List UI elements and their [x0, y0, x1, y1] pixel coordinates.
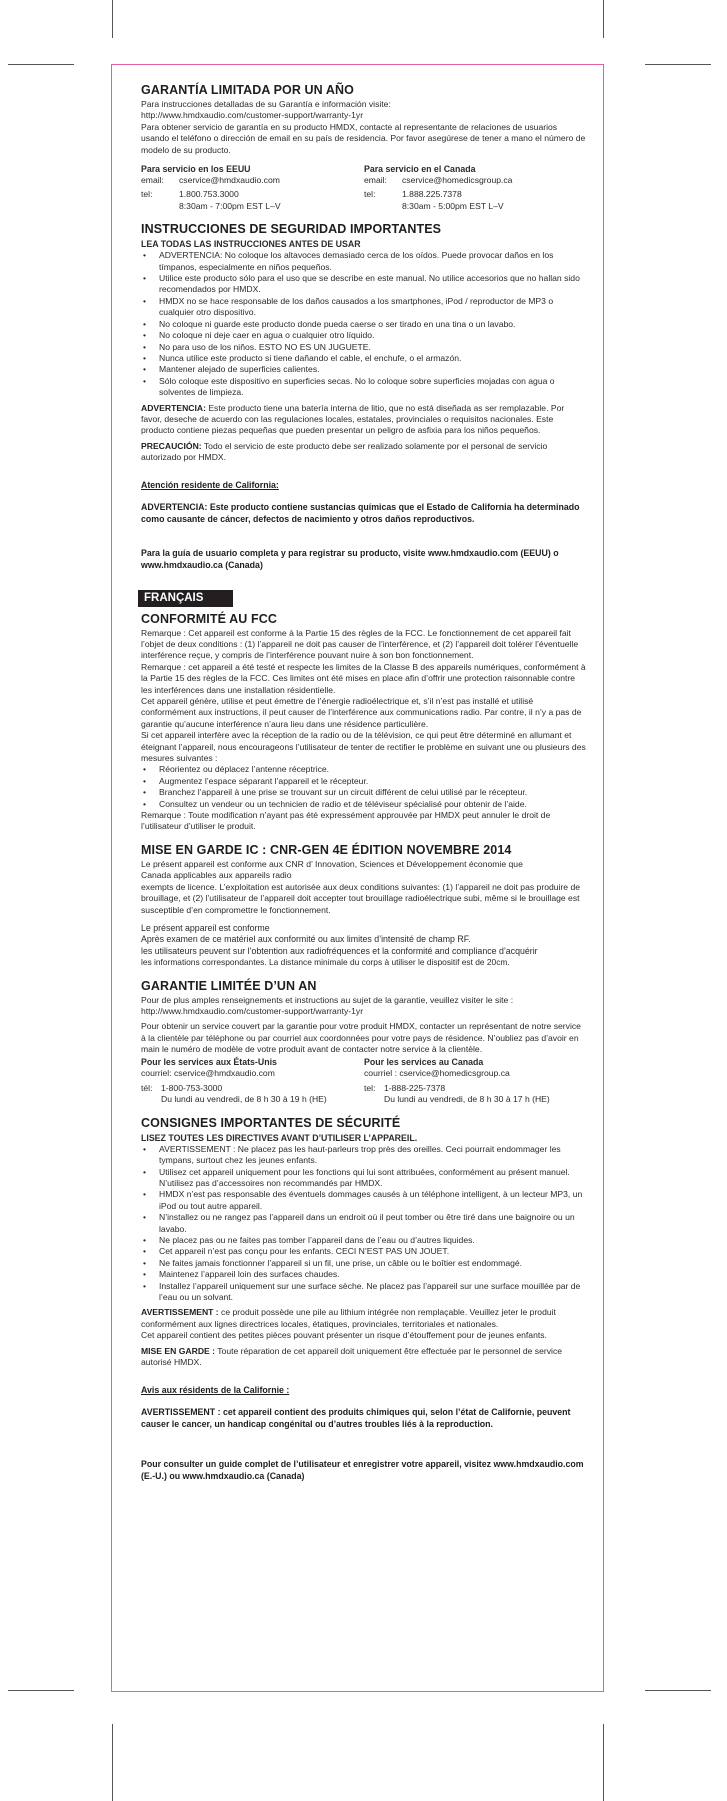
fr-contact-info [141, 1056, 587, 1106]
fr-fcc-paragraph: Remarque : Cet appareil est conforme à la Partie 15 des règles de la FCC. Le fonctionnement de cet appareil fait l’objet de deux conditions : (1) l’appareil ne doit pas causer de l’interférence, et (2) l’appareil doit tolérer l’éventuelle interférence reçue, y compris de l’interférence pouvant nuire à son bon fonctionnement. [141, 627, 579, 661]
crop-mark [645, 1690, 711, 1691]
list-item: • Branchez l’appareil à une prise se trouvant sur un circuit différent de celui utilisé par le récepteur. [143, 787, 528, 798]
fr-ic-paragraph: les informations correspondantes. La distance minimale du corps à utiliser le dispositif est de 20cm. [141, 957, 510, 968]
fr-ic-paragraph: Le présent appareil est conforme [141, 922, 270, 933]
es-ca-hours: 8:30am - 5:00pm EST L–V [402, 200, 504, 211]
crop-mark [8, 64, 74, 65]
list-item: • Utilice este producto sólo para el uso que se describe en este manual. No utilice accesorios que no hallan sido recomendados por HMDX. [143, 273, 580, 295]
email-label: email: [141, 175, 164, 186]
list-item: • Consultez un vendeur ou un technicien de radio et de téléviseur spécialisé pour obtenir de l’aide. [143, 798, 527, 809]
es-warranty-url: http://www.hmdxaudio.com/customer-support/warranty-1yr [141, 110, 364, 121]
list-item: • Nunca utilice este producto si tiene dañando el cable, el enchufe, o el armazón. [143, 352, 462, 363]
es-safety-list [141, 250, 587, 398]
list-item: • Maintenez l’appareil loin des surfaces chaudes. [143, 1269, 340, 1280]
fr-warranty-body: Pour obtenir un service couvert par la garantie pour votre produit HMDX, contacter un représentant de notre service à la clientèle par téléphone ou par courriel aux coordonnées pour votre pays de résidence. N’oubliez pas d’avoir en main le numéro de modèle de votre produit avant de contacter notre service à la clientèle. [141, 1021, 581, 1055]
es-ca-tel: 1.888.225.7378 [402, 189, 462, 200]
es-warranty-body: Para obtener servicio de garantía en su producto HMDX, contacte al representante de relaciones de usuarios usando el teléfono o dirección de email en su país de residencia. Por favor asegúrese de tener a mano el número de modelo de su producto. [141, 121, 586, 155]
es-ca-contact [364, 163, 587, 212]
tel-label: tel: [141, 189, 153, 200]
es-caution-paragraph: PRECAUCIÓN: Todo el servicio de este producto debe ser realizado solamente por el personal de servicio autorizado por HMDX. [141, 440, 548, 463]
fr-choking-warning: Cet appareil contient des petites pièces pouvant présenter un risque d’étouffement pour de jeunes enfants. [141, 1330, 547, 1341]
fr-fcc-paragraph: Remarque : Toute modification n’ayant pas été expressément approuvée par HMDX peut annuler le droit de l’utilisateur d’utiliser le produit. [141, 810, 551, 832]
es-user-guide-note: Para la guía de usuario completa y para registrar su producto, visite www.hmdxaudio.com (EEUU) o www.hmdxaudio.ca (Canada) [141, 547, 559, 571]
fr-ca-contact [364, 1056, 587, 1106]
list-item: • No coloque ni deje caer en agua o cualquier otro líquido. [143, 330, 375, 341]
crop-mark [603, 1724, 604, 1801]
list-item: • AVERTISSEMENT : Ne placez pas les haut-parleurs trop près des oreilles. Ceci pourrait endommager les tympans, surtout chez les jeunes enfants. [143, 1143, 561, 1166]
fr-ic-paragraph: les utilisateurs peuvent sur l’obtention aux radiofréquences et la conformité and compliance d’acquérir [141, 945, 538, 956]
fr-fcc-paragraph: Si cet appareil interfère avec la réception de la radio ou de la télévision, ce qui peut être déterminé en allumant et éteignant l’appareil, nous encourageons l’utilisateur de tenter de rectifier le problème en suivant une ou plusieurs des mesures suivantes : [141, 730, 586, 764]
fr-us-heading: Pour les services aux États-Unis [141, 1056, 277, 1067]
es-warning-label: ADVERTENCIA: [141, 402, 206, 413]
list-item: • HMDX no se hace responsable de los daños causados a los smartphones, iPod / reproductor de MP3 o cualquier otro dispositivo. [143, 295, 554, 318]
fr-ic-paragraph: Après examen de ce matériel aux conformité ou aux limites d’intensité de champ RF. [141, 934, 471, 945]
fr-warning-paragraph: AVERTISSEMENT : ce produit possède une pile au lithium intégrée non remplaçable. Veuillez jeter le produit conformément aux lignes directrices locales, étatiques, provinciales, territoriales et nationales. [141, 1307, 556, 1329]
fr-warranty-intro: Pour de plus amples renseignements et instructions au sujet de la garantie, veuillez visiter le site : http://www.hmdxaudio.com/customer-support/warranty-1yr [141, 994, 514, 1016]
list-item: • Cet appareil n’est pas conçu pour les enfants. CECI N’EST PAS UN JOUET. [143, 1246, 450, 1257]
language-banner: FRANÇAIS [138, 590, 233, 607]
es-us-tel: 1.800.753.3000 [179, 189, 239, 200]
fr-fcc-title: CONFORMITÉ AU FCC [141, 611, 277, 626]
fr-safety-subtitle: LISEZ TOUTES LES DIRECTIVES AVANT D’UTILISER L’APPAREIL. [141, 1132, 418, 1143]
es-safety-subtitle: LEA TODAS LAS INSTRUCCIONES ANTES DE USAR [141, 239, 361, 250]
fr-fcc-list [141, 764, 587, 810]
list-item: • HMDX n’est pas responsable des éventuels dommages causés à un téléphone intelligent, à un lecteur MP3, un iPod ou tout autre appareil. [143, 1189, 583, 1211]
es-california-warning: ADVERTENCIA: Este producto contiene sustancias químicas que el Estado de California ha determinado como causante de cáncer, defectos de nacimiento y otros daños reproductivos. [141, 501, 580, 524]
es-us-hours: 8:30am - 7:00pm EST L–V [179, 200, 281, 211]
fr-caution-label: MISE EN GARDE : [141, 1345, 216, 1356]
list-item: • Ne faites jamais fonctionner l’appareil si un fil, une prise, un câble ou le boîtier est endommagé. [143, 1257, 523, 1268]
es-us-heading: Para servicio en los EEUU [141, 164, 251, 175]
es-caution-label: PRECAUCIÓN: [141, 440, 202, 451]
document-content [141, 83, 587, 1492]
fr-california-warning: AVERTISSEMENT : cet appareil contient des produits chimiques qui, selon l’état de Californie, peuvent causer le cancer, un handicap congénital ou d’autres troubles liés à la reproduction. [141, 1406, 571, 1429]
fr-safety-title: CONSIGNES IMPORTANTES DE SÉCURITÉ [141, 1115, 401, 1130]
fr-warning-label: AVERTISSEMENT : [141, 1307, 219, 1318]
list-item: • No para uso de los niños. ESTO NO ES UN JUGUETE. [143, 341, 371, 352]
fr-ic-paragraph: exempts de licence. L’exploitation est autorisée aux deux conditions suivantes: (1) l’appareil ne doit pas produire de brouillage, et (2) l’utilisateur de l’appareil doit accepter tout brouillage radioélectrique subi, même si le brouillage est susceptible d’en compromettre le fonctionnement. [141, 881, 581, 915]
crop-mark [112, 0, 113, 38]
es-safety-title: INSTRUCCIONES DE SEGURIDAD IMPORTANTES [141, 222, 442, 237]
list-item: • No coloque ni guarde este producto donde pueda caerse o ser tirado en una tina o un lavabo. [143, 318, 516, 329]
fr-fcc-paragraph: Remarque : cet appareil a été testé et respecte les limites de la Classe B des appareils numériques, conformément à la Partie 15 des règles de la FCC. Ces limites ont été mises en place afin d’offrir une protection raisonnable contre les interférences dans une installation résidentielle. [141, 661, 586, 695]
list-item: • Ne placez pas ou ne faites pas tomber l’appareil dans de l’eau ou d’autres liquides. [143, 1235, 475, 1246]
list-item: • Mantener alejado de superficies calientes. [143, 364, 320, 375]
tel-label: tél: [141, 1082, 153, 1093]
fr-ca-email: courriel : cservice@homedicsgroup.ca [364, 1067, 510, 1078]
es-warning-paragraph: ADVERTENCIA: Este producto tiene una batería interna de litio, que no está diseñada as ser remplazable. Por favor, deseche de acuerdo con las regulaciones locales, estatales, provinciales o requisitos nacionales. Este producto contiene piezas pequeñas que pueden presentar un peligro de asfixia para los niños pequeños. [141, 402, 565, 436]
fr-safety-list [141, 1144, 587, 1304]
crop-mark [645, 64, 711, 65]
fr-warranty-title: GARANTIE LIMITÉE D’UN AN [141, 978, 317, 993]
es-us-email: cservice@hmdxaudio.com [179, 175, 280, 186]
fr-user-guide-note: Pour consulter un guide complet de l’utilisateur et enregistrer votre appareil, visitez www.hmdxaudio.com (E.-U.) ou www.hmdxaudio.ca (Canada) [141, 1458, 584, 1482]
fr-us-hours: Du lundi au vendredi, de 8 h 30 à 19 h (HE) [161, 1094, 327, 1105]
fr-ca-hours: Du lundi au vendredi, de 8 h 30 à 17 h (HE) [384, 1094, 550, 1105]
list-item: • Augmentez l’espace séparant l’appareil et le récepteur. [143, 775, 369, 786]
es-california-heading: Atención residente de California: [141, 480, 279, 491]
fr-ic-paragraph: Le présent appareil est conforme aux CNR d’ Innovation, Sciences et Développement économie que Canada applicables aux appareils radio [141, 858, 523, 881]
list-item: • N’installez ou ne rangez pas l’appareil dans un endroit où il peut tomber ou être tiré dans une baignoire ou un lavabo. [143, 1212, 575, 1234]
es-us-contact [141, 163, 364, 212]
es-warranty-intro: Para instrucciones detalladas de su Garantía e información visite: [141, 99, 391, 109]
email-label: email: [364, 175, 387, 186]
es-contact-info [141, 163, 587, 212]
list-item: • ADVERTENCIA: No coloque los altavoces demasiado cerca de los oídos. Puede provocar daños en los tímpanos, especialmente en niños pequeños. [143, 250, 554, 272]
document-panel [111, 64, 604, 1692]
crop-mark [603, 0, 604, 38]
es-ca-heading: Para servicio en el Canada [364, 164, 476, 175]
tel-label: tel: [364, 1082, 376, 1093]
list-item: • Réorientez ou déplacez l’antenne réceptrice. [143, 764, 330, 775]
fr-california-heading: Avis aux résidents de la Californie : [141, 1385, 290, 1396]
list-item: • Utilisez cet appareil uniquement pour les fonctions qui lui sont attribuées, conformément au présent manuel. N’utilisez pas d’accessoires non recommandés par HMDX. [143, 1166, 570, 1189]
fr-us-email: courriel: cservice@hmdxaudio.com [141, 1067, 275, 1078]
crop-mark [112, 1724, 113, 1801]
es-ca-email: cservice@homedicsgroup.ca [402, 175, 513, 186]
fr-caution-paragraph: MISE EN GARDE : Toute réparation de cet appareil doit uniquement être effectuée par le personnel de service autorisé HMDX. [141, 1345, 563, 1368]
fr-ca-heading: Pour les services au Canada [364, 1056, 484, 1067]
list-item: • Installez l’appareil uniquement sur une surface sèche. Ne placez pas l’appareil sur une surface mouillée par de l’eau ou un solvant. [143, 1280, 581, 1303]
fr-ca-tel: 1-888-225-7378 [384, 1082, 446, 1093]
crop-mark [8, 1690, 74, 1691]
tel-label: tel: [364, 189, 376, 200]
fr-fcc-paragraph: Cet appareil génère, utilise et peut émettre de l’énergie radioélectrique et, s’il n’est pas installé et utilisé conformément aux instructions, il peut causer de l’interférence aux communications radio. Par contre, il n’y a pas de garantie qu’aucune interférence n’aura lieu dans une résidence particulière. [141, 696, 582, 729]
fr-ic-title: MISE EN GARDE IC : CNR-GEN 4E ÉDITION NOVEMBRE 2014 [141, 842, 512, 857]
fr-us-tel: 1-800-753-3000 [161, 1082, 223, 1093]
es-warranty-title: GARANTÍA LIMITADA POR UN AÑO [141, 83, 354, 97]
list-item: • Sólo coloque este dispositivo en superficies secas. No lo coloque sobre superficies mojadas con agua o solventes de limpieza. [143, 375, 555, 398]
fr-us-contact [141, 1056, 364, 1106]
